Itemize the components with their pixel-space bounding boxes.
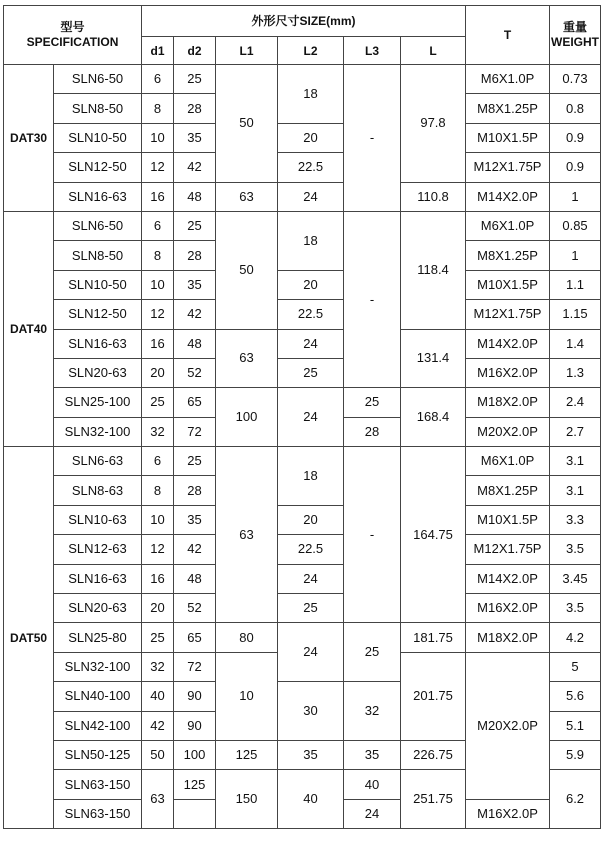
d1-cell: 8 bbox=[142, 94, 174, 123]
d1-cell: 10 bbox=[142, 505, 174, 534]
t-cell: M16X2.0P bbox=[466, 594, 550, 623]
t-cell: M12X1.75P bbox=[466, 300, 550, 329]
t-cell: M8X1.25P bbox=[466, 94, 550, 123]
d1-cell: 20 bbox=[142, 358, 174, 387]
d2-cell: 100 bbox=[174, 740, 216, 769]
model-cell: SLN25-80 bbox=[54, 623, 142, 652]
d1-cell: 6 bbox=[142, 65, 174, 94]
weight-cell: 3.3 bbox=[550, 505, 601, 534]
model-cell: SLN12-50 bbox=[54, 300, 142, 329]
weight-cell: 1.1 bbox=[550, 270, 601, 299]
l3-cell: - bbox=[344, 211, 401, 387]
t-cell: M14X2.0P bbox=[466, 564, 550, 593]
t-cell: M8X1.25P bbox=[466, 241, 550, 270]
l2-cell: 25 bbox=[278, 358, 344, 387]
l2-cell: 18 bbox=[278, 447, 344, 506]
l-cell: 131.4 bbox=[401, 329, 466, 388]
d2-cell: 52 bbox=[174, 358, 216, 387]
header-l3: L3 bbox=[344, 37, 401, 65]
d2-cell: 35 bbox=[174, 270, 216, 299]
weight-cell: 5.1 bbox=[550, 711, 601, 740]
table-row bbox=[4, 358, 601, 387]
d1-cell: 6 bbox=[142, 447, 174, 476]
weight-cell: 3.1 bbox=[550, 476, 601, 505]
l2-cell: 22.5 bbox=[278, 535, 344, 564]
d2-cell: 28 bbox=[174, 476, 216, 505]
model-cell: SLN63-150 bbox=[54, 799, 142, 828]
d2-cell: 25 bbox=[174, 65, 216, 94]
header-l: L bbox=[401, 37, 466, 65]
l2-cell: 20 bbox=[278, 270, 344, 299]
t-cell: M12X1.75P bbox=[466, 153, 550, 182]
t-cell: M14X2.0P bbox=[466, 329, 550, 358]
l1-cell: 50 bbox=[216, 65, 278, 183]
d2-cell: 35 bbox=[174, 505, 216, 534]
table-row bbox=[4, 447, 601, 476]
l1-cell: 80 bbox=[216, 623, 278, 652]
l2-cell: 20 bbox=[278, 505, 344, 534]
l2-cell: 24 bbox=[278, 388, 344, 447]
d2-cell: 48 bbox=[174, 182, 216, 211]
weight-cell: 1.3 bbox=[550, 358, 601, 387]
table-row bbox=[4, 623, 601, 652]
d1-cell: 12 bbox=[142, 153, 174, 182]
model-cell: SLN6-63 bbox=[54, 447, 142, 476]
header-specification: 型号 SPECIFICATION bbox=[4, 6, 142, 65]
weight-cell: 3.45 bbox=[550, 564, 601, 593]
l-cell: 251.75 bbox=[401, 770, 466, 829]
d1-cell: 10 bbox=[142, 270, 174, 299]
d2-cell: 42 bbox=[174, 535, 216, 564]
model-cell: SLN16-63 bbox=[54, 564, 142, 593]
l2-cell: 18 bbox=[278, 211, 344, 270]
d1-cell: 20 bbox=[142, 594, 174, 623]
l1-cell: 100 bbox=[216, 388, 278, 447]
d2-cell: 72 bbox=[174, 652, 216, 681]
d1-cell: 16 bbox=[142, 564, 174, 593]
l3-cell: 35 bbox=[344, 740, 401, 769]
model-cell: SLN8-63 bbox=[54, 476, 142, 505]
weight-cell: 0.73 bbox=[550, 65, 601, 94]
l1-cell: 63 bbox=[216, 447, 278, 623]
l2-cell: 22.5 bbox=[278, 300, 344, 329]
model-cell: SLN32-100 bbox=[54, 652, 142, 681]
l-cell: 226.75 bbox=[401, 740, 466, 769]
t-cell: M14X2.0P bbox=[466, 182, 550, 211]
t-cell: M20X2.0P bbox=[466, 417, 550, 446]
d1-cell: 25 bbox=[142, 388, 174, 417]
weight-cell: 0.85 bbox=[550, 211, 601, 240]
l1-cell: 63 bbox=[216, 182, 278, 211]
d1-cell: 10 bbox=[142, 123, 174, 152]
l3-cell: 40 bbox=[344, 770, 401, 799]
d2-cell: 28 bbox=[174, 94, 216, 123]
weight-cell: 1.4 bbox=[550, 329, 601, 358]
d2-cell: 25 bbox=[174, 211, 216, 240]
d1-cell: 50 bbox=[142, 740, 174, 769]
d1-cell: 12 bbox=[142, 300, 174, 329]
l2-cell: 24 bbox=[278, 182, 344, 211]
l1-cell: 63 bbox=[216, 329, 278, 388]
l-cell: 164.75 bbox=[401, 447, 466, 623]
t-cell: M6X1.0P bbox=[466, 447, 550, 476]
t-cell: M8X1.25P bbox=[466, 476, 550, 505]
weight-cell: 1.15 bbox=[550, 300, 601, 329]
weight-cell: 3.5 bbox=[550, 594, 601, 623]
l-cell: 110.8 bbox=[401, 182, 466, 211]
d2-cell: 35 bbox=[174, 123, 216, 152]
header-l2: L2 bbox=[278, 37, 344, 65]
d1-cell: 16 bbox=[142, 329, 174, 358]
d2-cell: 28 bbox=[174, 241, 216, 270]
weight-cell: 0.9 bbox=[550, 153, 601, 182]
weight-cell: 2.7 bbox=[550, 417, 601, 446]
model-cell: SLN6-50 bbox=[54, 65, 142, 94]
header-t: T bbox=[466, 6, 550, 65]
table-row bbox=[4, 65, 601, 94]
l-cell: 181.75 bbox=[401, 623, 466, 652]
d2-cell: 90 bbox=[174, 711, 216, 740]
weight-cell: 2.4 bbox=[550, 388, 601, 417]
header-d2: d2 bbox=[174, 37, 216, 65]
model-cell: SLN8-50 bbox=[54, 94, 142, 123]
l3-cell: 25 bbox=[344, 623, 401, 682]
weight-cell: 5.9 bbox=[550, 740, 601, 769]
d2-cell: 25 bbox=[174, 447, 216, 476]
l1-cell: 150 bbox=[216, 770, 278, 829]
model-cell: SLN20-63 bbox=[54, 358, 142, 387]
model-cell: SLN10-50 bbox=[54, 270, 142, 299]
header-l1: L1 bbox=[216, 37, 278, 65]
model-cell: SLN63-150 bbox=[54, 770, 142, 799]
l3-cell: 32 bbox=[344, 682, 401, 741]
table-row bbox=[4, 535, 601, 564]
d1-cell: 8 bbox=[142, 476, 174, 505]
model-cell: SLN42-100 bbox=[54, 711, 142, 740]
d2-cell: 42 bbox=[174, 300, 216, 329]
model-cell: SLN12-63 bbox=[54, 535, 142, 564]
d2-cell: 52 bbox=[174, 594, 216, 623]
weight-cell: 4.2 bbox=[550, 623, 601, 652]
group-dat40: DAT40 bbox=[4, 211, 54, 446]
weight-cell: 5 bbox=[550, 652, 601, 681]
model-cell: SLN12-50 bbox=[54, 153, 142, 182]
t-cell: M16X2.0P bbox=[466, 799, 550, 828]
l2-cell: 24 bbox=[278, 623, 344, 682]
model-cell: SLN6-50 bbox=[54, 211, 142, 240]
group-dat30: DAT30 bbox=[4, 65, 54, 212]
table-row bbox=[4, 211, 601, 240]
t-cell: M16X2.0P bbox=[466, 358, 550, 387]
t-cell: M6X1.0P bbox=[466, 211, 550, 240]
d1-cell: 32 bbox=[142, 417, 174, 446]
l2-cell: 20 bbox=[278, 123, 344, 152]
l2-cell: 22.5 bbox=[278, 153, 344, 182]
d1-cell: 40 bbox=[142, 682, 174, 711]
table-row bbox=[4, 329, 601, 358]
model-cell: SLN10-63 bbox=[54, 505, 142, 534]
l-cell: 118.4 bbox=[401, 211, 466, 329]
header-weight: 重量 WEIGHT bbox=[550, 6, 601, 65]
t-cell: M18X2.0P bbox=[466, 388, 550, 417]
header-d1: d1 bbox=[142, 37, 174, 65]
t-cell: M10X1.5P bbox=[466, 270, 550, 299]
d1-cell: 42 bbox=[142, 711, 174, 740]
weight-cell: 1 bbox=[550, 241, 601, 270]
l3-cell: - bbox=[344, 65, 401, 212]
d2-cell: 65 bbox=[174, 388, 216, 417]
d1-cell: 25 bbox=[142, 623, 174, 652]
model-cell: SLN10-50 bbox=[54, 123, 142, 152]
d2-cell: 125 bbox=[174, 770, 216, 799]
d1-cell: 6 bbox=[142, 211, 174, 240]
model-cell: SLN40-100 bbox=[54, 682, 142, 711]
model-cell: SLN25-100 bbox=[54, 388, 142, 417]
l-cell: 97.8 bbox=[401, 65, 466, 183]
l3-cell: 28 bbox=[344, 417, 401, 446]
l2-cell: 30 bbox=[278, 682, 344, 741]
t-cell: M20X2.0P bbox=[466, 652, 550, 799]
table-row bbox=[4, 505, 601, 534]
weight-cell: 6.2 bbox=[550, 770, 601, 829]
t-cell: M12X1.75P bbox=[466, 535, 550, 564]
specification-table bbox=[3, 5, 601, 829]
l1-cell: 10 bbox=[216, 652, 278, 740]
d1-cell: 12 bbox=[142, 535, 174, 564]
l2-cell: 24 bbox=[278, 329, 344, 358]
table-row bbox=[4, 123, 601, 152]
model-cell: SLN50-125 bbox=[54, 740, 142, 769]
model-cell: SLN8-50 bbox=[54, 241, 142, 270]
l1-cell: 125 bbox=[216, 740, 278, 769]
weight-cell: 0.8 bbox=[550, 94, 601, 123]
d2-cell: 65 bbox=[174, 623, 216, 652]
header-size: 外形尺寸SIZE(mm) bbox=[142, 6, 466, 37]
d1-cell: 32 bbox=[142, 652, 174, 681]
weight-cell: 0.9 bbox=[550, 123, 601, 152]
l3-cell: 25 bbox=[344, 388, 401, 417]
d2-cell: 72 bbox=[174, 417, 216, 446]
d1-cell: 63 bbox=[142, 770, 174, 829]
weight-cell: 5.6 bbox=[550, 682, 601, 711]
t-cell: M10X1.5P bbox=[466, 123, 550, 152]
table-row bbox=[4, 182, 601, 211]
table-row bbox=[4, 594, 601, 623]
d1-cell: 16 bbox=[142, 182, 174, 211]
model-cell: SLN16-63 bbox=[54, 329, 142, 358]
weight-cell: 3.5 bbox=[550, 535, 601, 564]
l1-cell: 50 bbox=[216, 211, 278, 329]
group-dat50: DAT50 bbox=[4, 447, 54, 829]
d2-cell: 48 bbox=[174, 564, 216, 593]
model-cell: SLN20-63 bbox=[54, 594, 142, 623]
table-row bbox=[4, 564, 601, 593]
d2-cell: 42 bbox=[174, 153, 216, 182]
d1-cell: 8 bbox=[142, 241, 174, 270]
l2-cell: 40 bbox=[278, 770, 344, 829]
t-cell: M6X1.0P bbox=[466, 65, 550, 94]
l3-cell: - bbox=[344, 447, 401, 623]
l2-cell: 18 bbox=[278, 65, 344, 124]
model-cell: SLN16-63 bbox=[54, 182, 142, 211]
d2-cell bbox=[174, 799, 216, 828]
l-cell: 168.4 bbox=[401, 388, 466, 447]
table-row bbox=[4, 270, 601, 299]
model-cell: SLN32-100 bbox=[54, 417, 142, 446]
table-row bbox=[4, 388, 601, 417]
t-cell: M10X1.5P bbox=[466, 505, 550, 534]
l-cell: 201.75 bbox=[401, 652, 466, 740]
l2-cell: 35 bbox=[278, 740, 344, 769]
l2-cell: 24 bbox=[278, 564, 344, 593]
t-cell: M18X2.0P bbox=[466, 623, 550, 652]
l3-cell: 24 bbox=[344, 799, 401, 828]
d2-cell: 90 bbox=[174, 682, 216, 711]
table-row bbox=[4, 153, 601, 182]
table-row bbox=[4, 300, 601, 329]
weight-cell: 3.1 bbox=[550, 447, 601, 476]
l2-cell: 25 bbox=[278, 594, 344, 623]
d2-cell: 48 bbox=[174, 329, 216, 358]
weight-cell: 1 bbox=[550, 182, 601, 211]
